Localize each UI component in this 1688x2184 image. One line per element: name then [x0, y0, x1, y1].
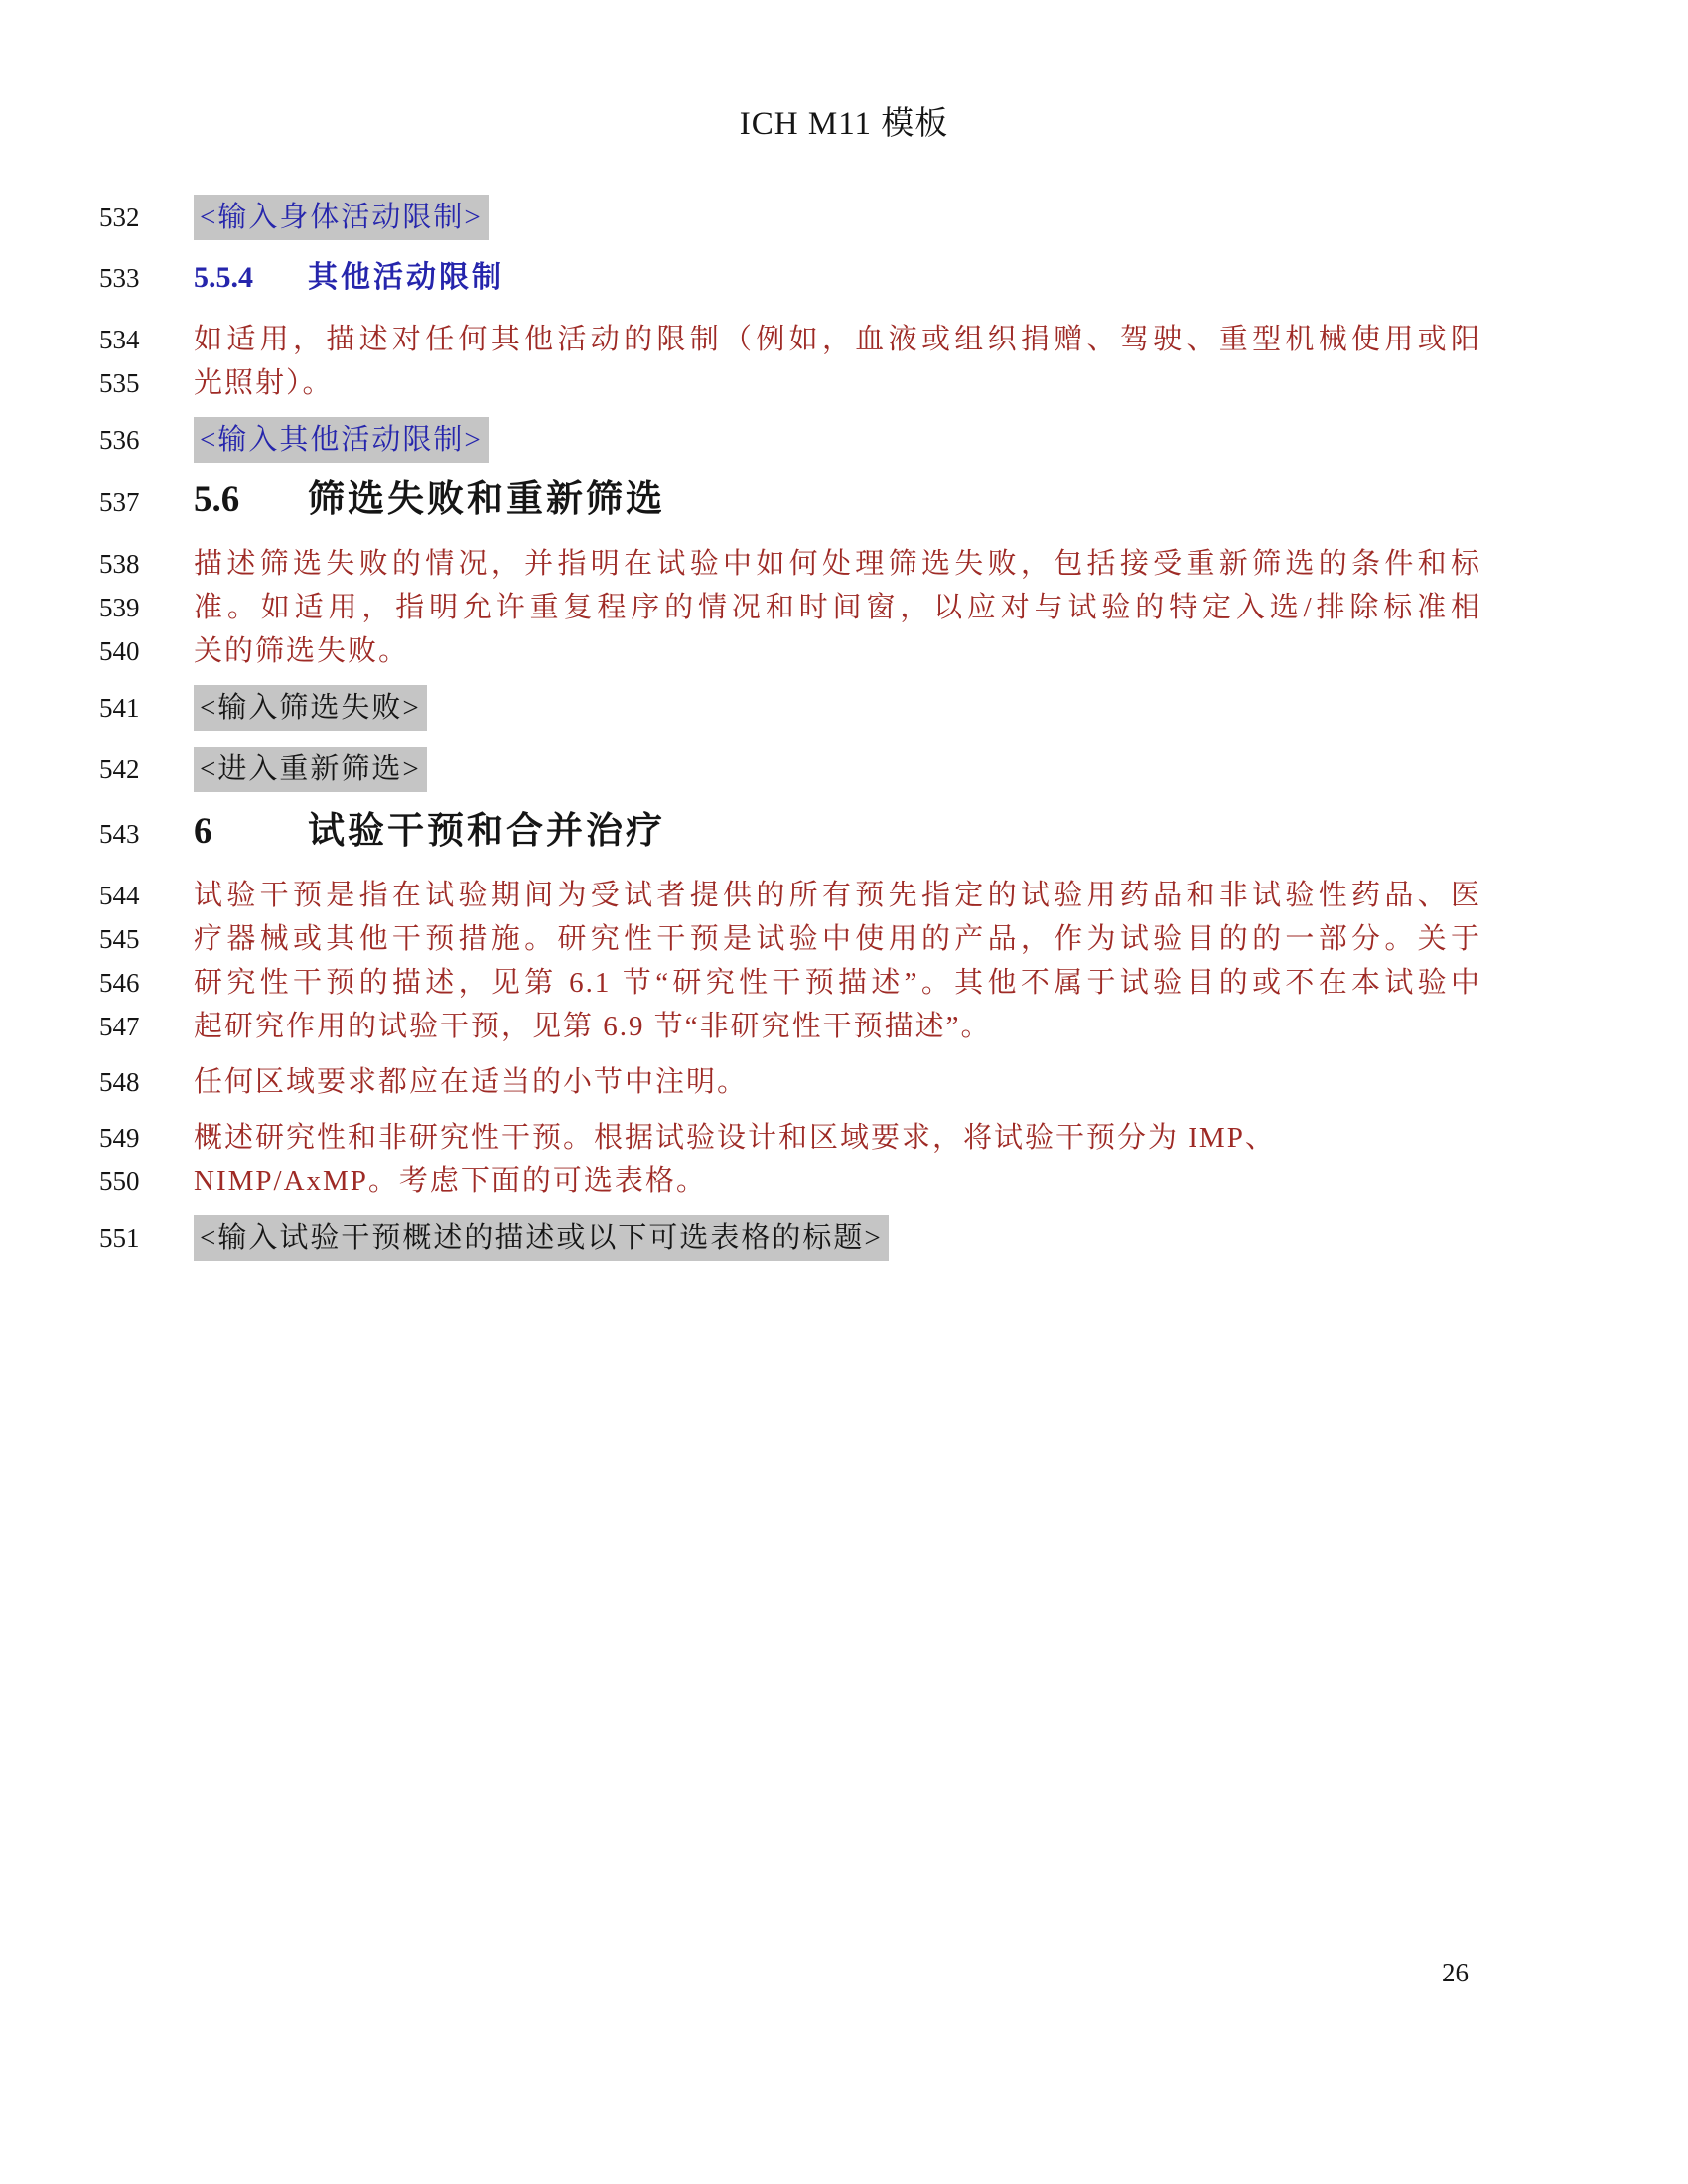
line-number: 540 [99, 636, 140, 666]
line-number: 538 [99, 549, 140, 579]
paragraph-block-548 [99, 1060, 1481, 1104]
document-body [99, 195, 1481, 1277]
line-number: 541 [99, 693, 140, 723]
header-title: ICH M11 模板 [739, 106, 949, 142]
text-line [99, 961, 1481, 1005]
text-line [99, 586, 1481, 629]
line-text: 关的筛选失败。 [194, 635, 410, 667]
line-text: 概述研究性和非研究性干预。根据试验设计和区域要求，将试验干预分为 IMP、 [194, 1122, 1276, 1154]
heading-line [99, 478, 1481, 524]
text-line [99, 629, 1481, 673]
line-text: 研究性干预的描述，见第 6.1 节“研究性干预描述”。其他不属于试验目的或不在本试验中 [194, 967, 1481, 999]
line-number: 545 [99, 924, 140, 954]
text-line [99, 1005, 1481, 1048]
text-line [99, 1160, 1481, 1203]
heading-number: 5.6 [194, 479, 240, 520]
placeholder-wrap [194, 1215, 1481, 1265]
paragraph-block-549 [99, 1116, 1481, 1203]
line-number: 546 [99, 968, 140, 998]
placeholder-field[interactable]: <进入重新筛选> [194, 747, 427, 792]
heading-line [99, 810, 1481, 856]
placeholder-field[interactable]: <输入筛选失败> [194, 685, 427, 731]
placeholder-block-532 [99, 195, 1481, 244]
paragraph-block-534 [99, 318, 1481, 405]
text-line [99, 874, 1481, 917]
heading-title: 试验干预和合并治疗 [308, 811, 665, 852]
placeholder-wrap [194, 685, 1481, 735]
page-number: 26 [1442, 1958, 1469, 1987]
line-number: 534 [99, 325, 140, 354]
line-number: 532 [99, 203, 140, 232]
line-text: 准。如适用，指明允许重复程序的情况和时间窗，以应对与试验的特定入选/排除标准相 [194, 592, 1481, 623]
text-line [99, 917, 1481, 961]
text-line [99, 1060, 1481, 1104]
line-text: 光照射）。 [194, 367, 334, 399]
heading-title: 其他活动限制 [308, 261, 504, 294]
line-text: 疗器械或其他干预措施。研究性干预是试验中使用的产品，作为试验目的的一部分。关于 [194, 923, 1481, 955]
paragraph-block-538 [99, 542, 1481, 673]
placeholder-line [99, 417, 1481, 467]
heading-block-543 [99, 810, 1481, 856]
line-text: 试验干预是指在试验期间为受试者提供的所有预先指定的试验用药品和非试验性药品、医 [194, 880, 1481, 911]
text-line [99, 361, 1481, 405]
placeholder-field[interactable]: <输入试验干预概述的描述或以下可选表格的标题> [194, 1215, 889, 1261]
line-number: 551 [99, 1223, 140, 1253]
heading-block-537 [99, 478, 1481, 524]
text-line [99, 1116, 1481, 1160]
placeholder-line [99, 747, 1481, 796]
line-number: 547 [99, 1012, 140, 1041]
placeholder-block-536 [99, 417, 1481, 467]
placeholder-line [99, 195, 1481, 244]
heading-number: 5.5.4 [194, 261, 253, 294]
heading-title: 筛选失败和重新筛选 [308, 479, 665, 520]
line-number: 539 [99, 593, 140, 622]
placeholder-line [99, 1215, 1481, 1265]
line-number: 536 [99, 425, 140, 455]
placeholder-wrap [194, 747, 1481, 796]
line-number: 535 [99, 368, 140, 398]
line-text: NIMP/AxMP。考虑下面的可选表格。 [194, 1165, 707, 1197]
line-text: 起研究作用的试验干预，见第 6.9 节“非研究性干预描述”。 [194, 1011, 992, 1042]
placeholder-block-541 [99, 685, 1481, 735]
line-number: 542 [99, 754, 140, 784]
placeholder-wrap [194, 195, 1481, 244]
placeholder-block-551 [99, 1215, 1481, 1265]
placeholder-block-542 [99, 747, 1481, 796]
heading-line [99, 256, 1481, 300]
paragraph-block-544 [99, 874, 1481, 1048]
text-line [99, 542, 1481, 586]
line-number: 544 [99, 881, 140, 910]
text-line [99, 318, 1481, 361]
placeholder-field[interactable]: <输入其他活动限制> [194, 417, 489, 463]
line-number: 550 [99, 1166, 140, 1196]
placeholder-line [99, 685, 1481, 735]
heading-number: 6 [194, 811, 212, 852]
line-number: 533 [99, 263, 140, 293]
line-number: 537 [99, 487, 140, 517]
placeholder-wrap [194, 417, 1481, 467]
line-number: 549 [99, 1123, 140, 1153]
heading-block-533 [99, 256, 1481, 300]
line-number: 543 [99, 819, 140, 849]
line-text: 如适用，描述对任何其他活动的限制（例如，血液或组织捐赠、驾驶、重型机械使用或阳 [194, 324, 1481, 355]
line-number: 548 [99, 1067, 140, 1097]
line-text: 描述筛选失败的情况，并指明在试验中如何处理筛选失败，包括接受重新筛选的条件和标 [194, 548, 1481, 580]
line-text: 任何区域要求都应在适当的小节中注明。 [194, 1066, 749, 1098]
placeholder-field[interactable]: <输入身体活动限制> [194, 195, 489, 240]
